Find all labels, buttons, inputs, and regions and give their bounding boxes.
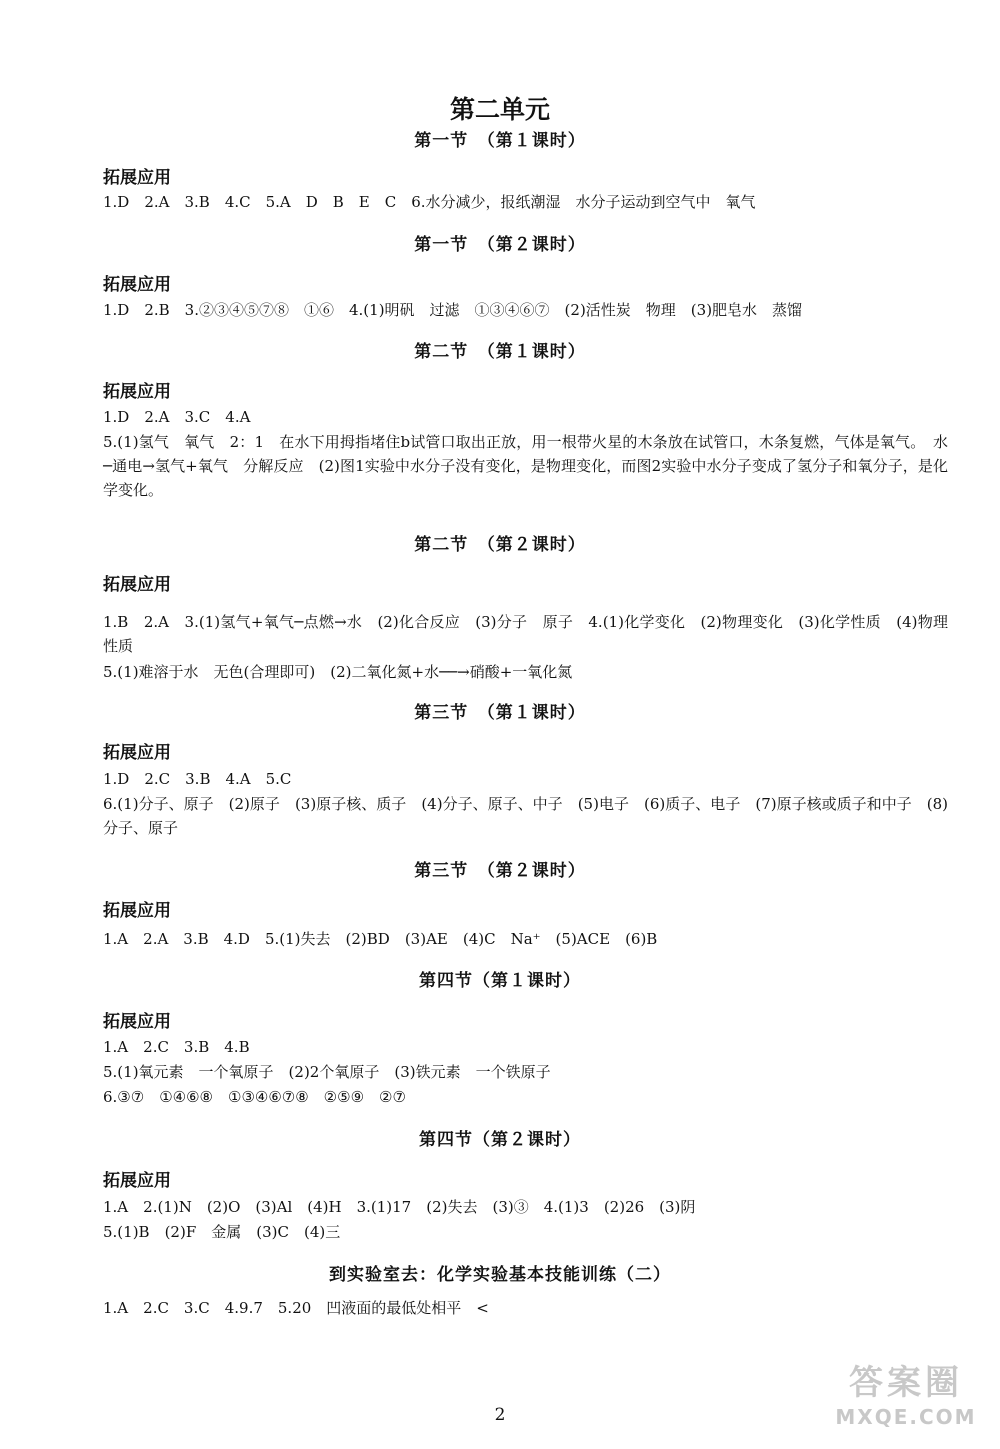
answer-line: 1.A 2.C 3.B 4.B <box>103 1038 250 1056</box>
answer-line: 5.(1)难溶于水 无色(合理即可) (2)二氧化氮+水──→硝酸+一氧化氮 <box>103 663 573 681</box>
answer-line: 1.A 2.(1)N (2)O (3)Al (4)H 3.(1)17 (2)失去 (3)③ 4.(1)3 (2)26 (3)阴 <box>103 1198 696 1216</box>
answer-line: 1.D 2.B 3.②③④⑤⑦⑧ ①⑥ 4.(1)明矾 过滤 ①③④⑥⑦ (2)活性炭 物理 (3)肥皂水 蒸馏 <box>103 301 803 319</box>
watermark-url: MXQE.COM <box>835 1405 977 1429</box>
answer-line: 1.A 2.C 3.C 4.9.7 5.20 凹液面的最低处相平 < <box>103 1299 489 1317</box>
section-title: 第四节（第２课时） <box>419 1130 581 1150</box>
answer-line: 6.(1)分子、原子 (2)原子 (3)原子核、质子 (4)分子、原子、中子 (5)电子 (6)质子、电子 (7)原子核或质子和中子 (8)分子、原子 <box>103 795 948 837</box>
section-heading: 拓展应用 <box>103 382 171 402</box>
section-title: 第三节 （第２课时） <box>414 861 586 881</box>
answer-line: 1.B 2.A 3.(1)氢气+氧气─点燃→水 (2)化合反应 (3)分子 原子 4.(1)化学变化 (2)物理变化 (3)化学性质 (4)物理性质 <box>103 613 948 655</box>
answer-line: 1.A 2.A 3.B 4.D 5.(1)失去 (2)BD (3)AE (4)C Na⁺ (5)ACE (6)B <box>103 930 658 948</box>
section-title: 第二节 （第１课时） <box>414 342 586 362</box>
section-heading: 拓展应用 <box>103 275 171 295</box>
answer-line: 1.D 2.A 3.B 4.C 5.A D B E C 6.水分减少，报纸潮湿 水分子运动到空气中 氧气 <box>103 193 756 211</box>
section-title: 第四节（第１课时） <box>419 971 581 991</box>
section-heading: 拓展应用 <box>103 575 171 595</box>
watermark-logo <box>826 1361 986 1441</box>
answer-line: 1.D 2.A 3.C 4.A <box>103 408 251 426</box>
answer-line: 5.(1)氧元素 一个氧原子 (2)2个氧原子 (3)铁元素 一个铁原子 <box>103 1063 551 1081</box>
section-heading: 拓展应用 <box>103 1171 171 1191</box>
answer-line: 5.(1)B (2)F 金属 (3)C (4)三 <box>103 1223 341 1241</box>
section-heading: 拓展应用 <box>103 901 171 921</box>
section-heading: 拓展应用 <box>103 743 171 763</box>
answer-line: 6.③⑦ ①④⑥⑧ ①③④⑥⑦⑧ ②⑤⑨ ②⑦ <box>103 1088 406 1106</box>
section-title: 第三节 （第１课时） <box>414 703 586 723</box>
section-title: 到实验室去：化学实验基本技能训练（二） <box>329 1265 671 1285</box>
section-title: 第一节 （第２课时） <box>414 235 586 255</box>
section-heading: 拓展应用 <box>103 168 171 188</box>
answer-line: 1.D 2.C 3.B 4.A 5.C <box>103 770 292 788</box>
watermark-title: 答案圈 <box>849 1363 963 1403</box>
section-heading: 拓展应用 <box>103 1012 171 1032</box>
section-title: 第一节 （第１课时） <box>414 131 586 151</box>
answer-line: 5.(1)氢气 氧气 2：1 在水下用拇指堵住b试管口取出正放，用一根带火星的木条放在试管口，木条复燃，气体是氧气。 水─通电→氢气+氧气 分解反应 (2)图1实验中水分子没有变化，是物理变化，而图2实验中水分子变成了氢分子和氧分子，是化学变化。 <box>103 433 948 499</box>
page-number: 2 <box>494 1405 506 1425</box>
section-title: 第二节 （第２课时） <box>414 535 586 555</box>
unit-title: 第二单元 <box>449 95 550 124</box>
